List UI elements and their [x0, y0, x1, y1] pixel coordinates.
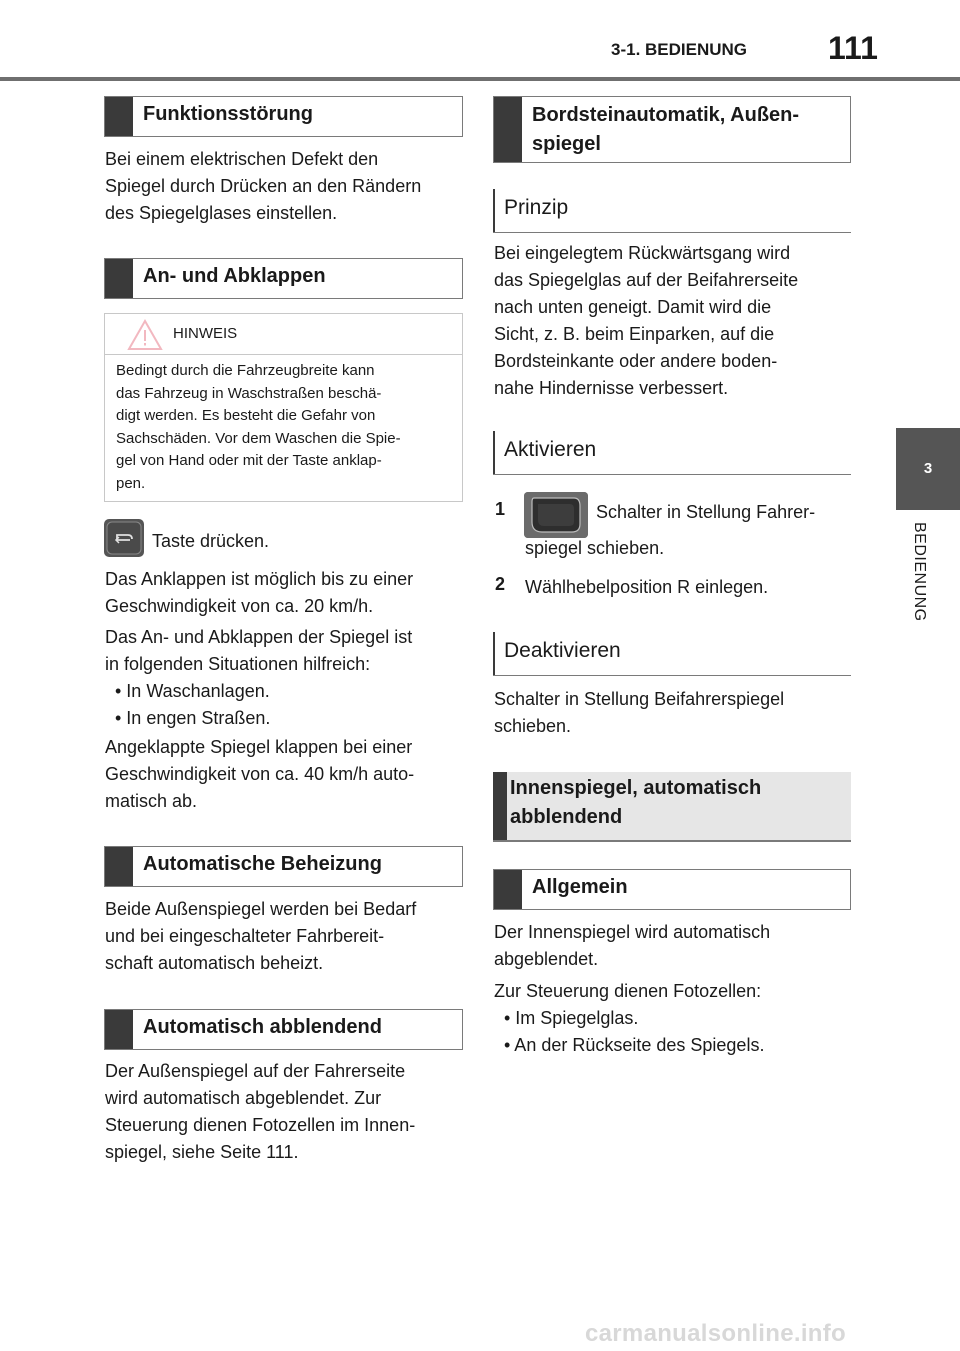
paragraph-allgemein-1: Der Innenspiegel wird automatisch abgeblendet. [494, 922, 771, 969]
heading-bar [105, 1010, 133, 1049]
mirror-fold-button-icon [104, 519, 144, 557]
note-header [105, 314, 462, 355]
step-2-text: Wählhebelposition R einlegen. [525, 577, 769, 597]
chapter-tab: 3 [896, 428, 960, 510]
subheading-deaktivieren: Deaktivieren [493, 632, 851, 676]
paragraph-deaktivieren: Schalter in Stellung Beifahrerspiegel schieben. [494, 689, 785, 736]
heading-bordsteinautomatik: Bordsteinautomatik, Außen- spiegel [493, 96, 851, 163]
paragraph-beheizung: Beide Außenspiegel werden bei Bedarf und bei eingeschalteter Fahrbereit- schaft automatisch beheizt. [105, 899, 417, 973]
watermark-footer: carmanualsonline.info [585, 1320, 847, 1347]
warning-triangle-icon [127, 319, 163, 351]
section-header: 3-1. BEDIENUNG [611, 40, 748, 59]
paragraph-anklappen-2: Das An- und Abklappen der Spiegel ist in folgenden Situationen hilfreich: • In Waschanlagen. • In engen Straßen. [105, 627, 413, 728]
heading-automatisch-abblendend: Automatisch abblendend [104, 1009, 463, 1050]
heading-funktionsstoerung: Funktionsstörung [104, 96, 463, 137]
heading-innenspiegel: Innenspiegel, automatisch abblendend [493, 772, 851, 842]
paragraph-anklappen-1: Das Anklappen ist möglich bis zu einer Geschwindigkeit von ca. 20 km/h. [105, 569, 414, 616]
heading-an-abklappen: An- und Abklappen [104, 258, 463, 299]
paragraph-anklappen-3: Angeklappte Spiegel klappen bei einer Geschwindigkeit von ca. 40 km/h auto- matisch ab. [105, 737, 415, 811]
note-title: HINWEIS [173, 325, 238, 342]
mirror-switch-icon [524, 492, 588, 538]
paragraph-funktionsstoerung: Bei einem elektrischen Defekt den Spiegel durch Drücken an den Rändern des Spiegelglases einstellen. [105, 149, 422, 223]
note-body: Bedingt durch die Fahrzeugbreite kann das Fahrzeug in Waschstraßen beschä- digt werden. Es besteht die Gefahr von Sachschäden. Vor dem Waschen die Spie- gel von Hand oder mit der Taste anklap- pen. [116, 362, 401, 492]
chapter-label: BEDIENUNG [911, 522, 928, 622]
page-number: 111 [828, 30, 878, 66]
subheading-aktivieren: Aktivieren [493, 431, 851, 475]
paragraph-allgemein-2: Zur Steuerung dienen Fotozellen: • Im Spiegelglas. • An der Rückseite des Spiegels. [494, 981, 765, 1055]
step-number-1: 1 [495, 499, 506, 519]
step-number-2: 2 [495, 574, 506, 594]
heading-automatische-beheizung: Automatische Beheizung [104, 846, 463, 887]
warning-note [104, 313, 463, 502]
step-1-text: Schalter in Stellung Fahrer- [596, 502, 816, 522]
heading-bar [493, 772, 507, 840]
taste-druecken-text: Taste drücken. [152, 531, 270, 551]
heading-bar [494, 870, 522, 909]
paragraph-prinzip: Bei eingelegtem Rückwärtsgang wird das Spiegelglas auf der Beifahrerseite nach unten geneigt. Damit wird die Sicht, z. B. beim Einparken, auf die Bordsteinkante oder andere boden- nahe Hindernisse verbessert. [494, 243, 799, 398]
heading-bar [105, 97, 133, 136]
heading-allgemein: Allgemein [493, 869, 851, 910]
heading-bar [494, 97, 522, 162]
heading-bar [105, 259, 133, 298]
heading-bar [105, 847, 133, 886]
subheading-prinzip: Prinzip [493, 189, 851, 233]
paragraph-abblendend: Der Außenspiegel auf der Fahrerseite wird automatisch abgeblendet. Zur Steuerung dienen Fotozellen im Innen- spiegel, siehe Seite 111. [105, 1061, 416, 1162]
step-1-continuation: spiegel schieben. [525, 538, 665, 558]
header-rule [0, 77, 960, 81]
